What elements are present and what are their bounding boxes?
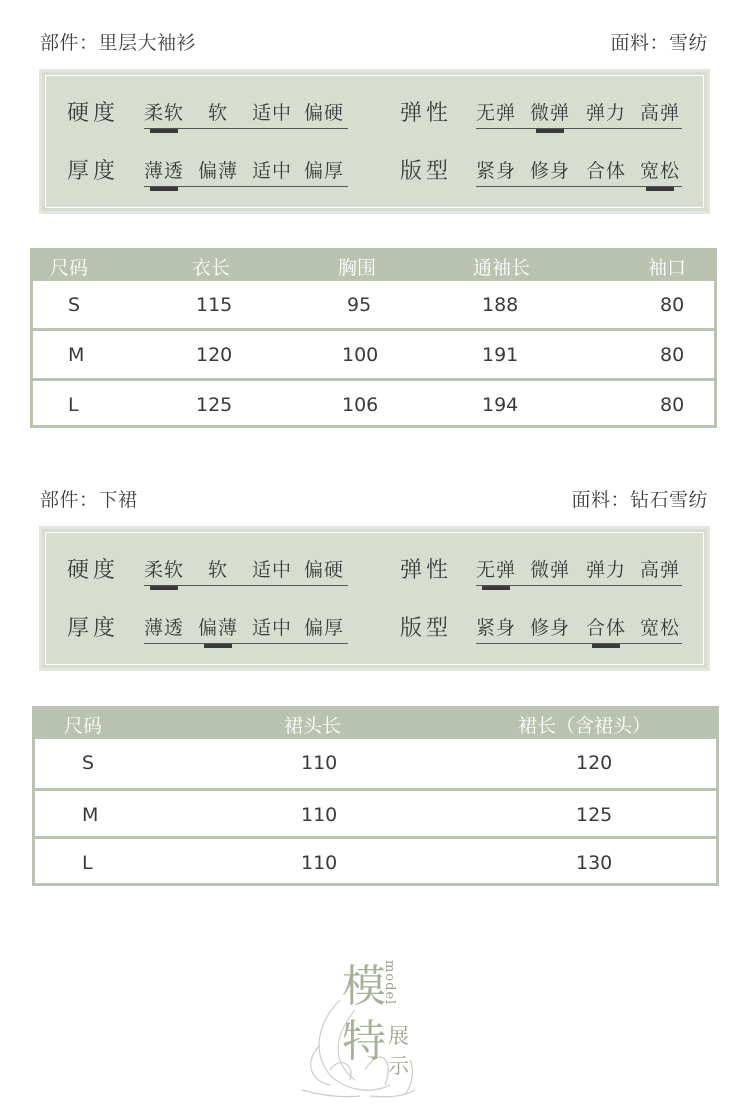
table-cell: 191 [482,344,519,366]
section1-properties-panel [39,69,710,214]
fit-option: 紧身 [476,160,517,182]
fit-option: 宽松 [640,156,680,183]
table-cell: 115 [196,294,233,316]
thickness-option: 偏厚 [304,617,345,639]
elasticity-option: 无弹 [476,555,516,582]
table-cell: 110 [301,752,338,774]
elasticity-option: 高弹 [640,102,681,124]
hardness-option: 适中 [252,559,293,581]
elasticity-scale [476,549,682,586]
title-char: 模 [342,961,386,1012]
section2-size-table [32,706,719,886]
table-row [35,739,716,786]
title-char: 展 [388,1024,409,1048]
hardness-scale [144,549,348,586]
fit-option: 宽松 [640,617,681,639]
table-cell: 95 [347,294,372,316]
size-cell: M [82,804,99,826]
elasticity-label: 弹性 [400,558,453,583]
thickness-option: 薄透 [144,156,184,183]
thickness-scale [144,150,348,187]
property-row [42,549,707,589]
fit-label: 版型 [400,159,453,184]
hardness-option: 柔软 [144,555,184,582]
table-cell: 80 [660,294,685,316]
table-cell: 110 [301,852,338,874]
part-name: 部件：下裙 [40,489,138,511]
fit-option: 合体 [586,160,627,182]
table-cell: 80 [660,394,685,416]
table-header [30,248,717,281]
fit-scale [476,150,682,187]
column-header: 裙长（含裙头） [518,715,652,737]
title-char: 示 [388,1054,409,1078]
fit-option: 紧身 [476,617,517,639]
table-row [35,788,716,838]
table-cell: 100 [342,344,379,366]
size-cell: S [82,752,95,774]
fit-option: 修身 [530,617,571,639]
table-cell: 106 [342,394,379,416]
property-row [42,607,707,647]
table-row [33,328,714,378]
table-cell: 194 [482,394,519,416]
column-header: 袖口 [648,257,687,279]
section2-properties-panel [39,526,710,671]
fabric-name: 面料：钻石雪纺 [571,489,708,511]
table-header [32,706,719,739]
column-header: 尺码 [50,257,89,279]
model-display-title [300,950,430,1100]
thickness-scale [144,607,348,644]
size-cell: S [68,294,81,316]
table-cell: 110 [301,804,338,826]
thickness-option: 偏薄 [198,613,238,640]
hardness-label: 硬度 [67,558,120,583]
hardness-label: 硬度 [67,101,120,126]
elasticity-scale [476,92,682,129]
table-cell: 125 [196,394,233,416]
table-row [33,281,714,328]
property-row [42,92,707,132]
thickness-option: 适中 [252,160,293,182]
hardness-option: 柔软 [144,98,184,125]
fabric-name: 面料：雪纺 [610,32,708,54]
hardness-option: 偏硬 [304,102,345,124]
thickness-option: 适中 [252,617,293,639]
thickness-option: 薄透 [144,617,185,639]
hardness-option: 软 [208,102,229,124]
fit-label: 版型 [400,616,453,641]
hardness-option: 适中 [252,102,293,124]
elasticity-label: 弹性 [400,101,453,126]
column-header: 通袖长 [473,257,531,279]
elasticity-option: 微弹 [530,559,571,581]
section1-size-table [30,248,717,428]
section2-header [40,485,708,515]
table-cell: 188 [482,294,519,316]
table-row [35,836,716,886]
elasticity-option: 弹力 [586,102,627,124]
title-char: 特 [342,1016,386,1067]
thickness-option: 偏厚 [304,160,345,182]
hardness-option: 软 [208,559,229,581]
table-row [33,378,714,428]
column-header: 尺码 [64,715,103,737]
hardness-option: 偏硬 [304,559,345,581]
fit-option: 合体 [586,613,626,640]
property-row [42,150,707,190]
table-cell: 125 [576,804,613,826]
elasticity-option: 微弹 [530,98,570,125]
size-cell: M [68,344,85,366]
title-english: model [382,960,397,1006]
size-cell: L [68,394,79,416]
fit-scale [476,607,682,644]
table-cell: 130 [576,852,613,874]
thickness-label: 厚度 [67,616,120,641]
fit-option: 修身 [530,160,571,182]
thickness-option: 偏薄 [198,160,239,182]
column-header: 胸围 [338,257,377,279]
table-cell: 120 [576,752,613,774]
elasticity-option: 弹力 [586,559,627,581]
section1-header [40,28,708,58]
hardness-scale [144,92,348,129]
column-header: 衣长 [192,257,231,279]
elasticity-option: 高弹 [640,559,681,581]
thickness-label: 厚度 [67,159,120,184]
table-cell: 80 [660,344,685,366]
part-name: 部件：里层大袖衫 [40,32,197,54]
elasticity-option: 无弹 [476,102,517,124]
table-cell: 120 [196,344,233,366]
column-header: 裙头长 [284,715,342,737]
size-cell: L [82,852,93,874]
